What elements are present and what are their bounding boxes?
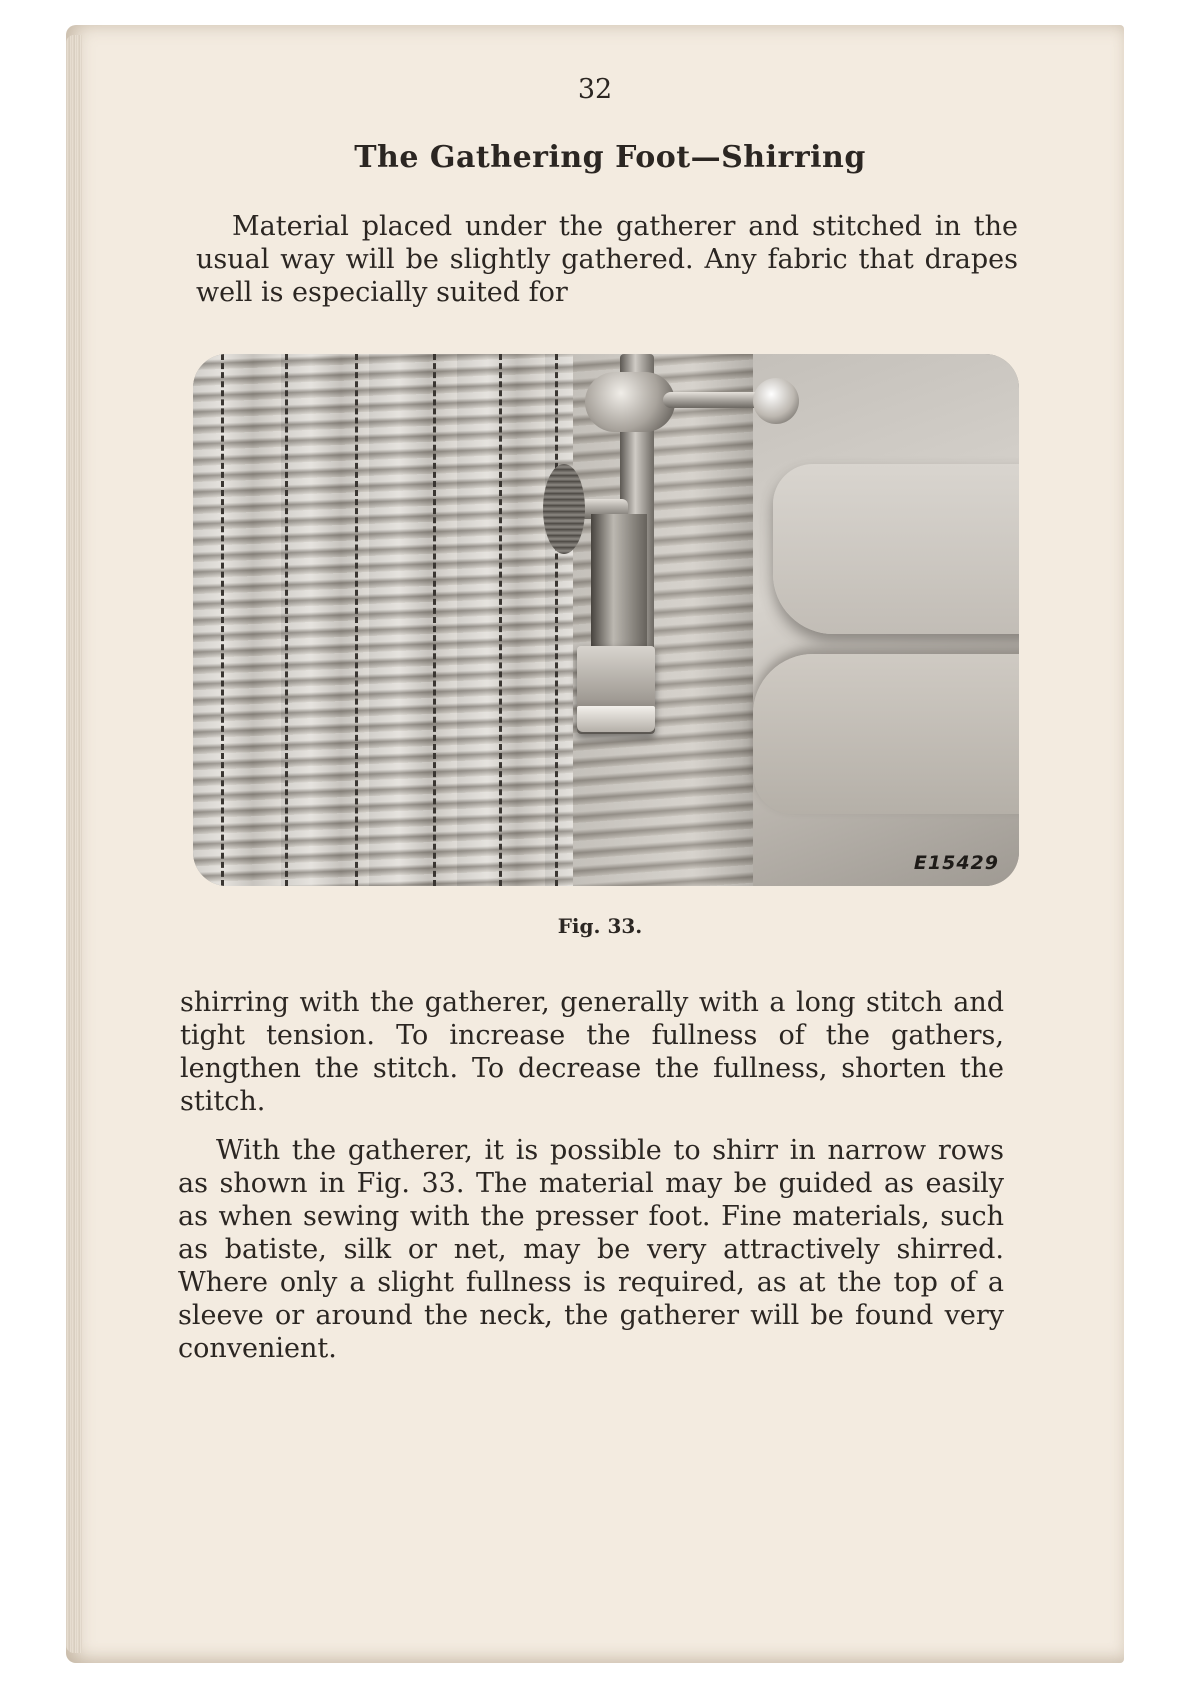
- cloth-fold-upper: [773, 464, 1019, 634]
- page-number: 32: [577, 74, 613, 105]
- page-title: The Gathering Foot—Shirring: [354, 140, 866, 175]
- stitch-row: [433, 354, 436, 886]
- gathering-foot-toe: [577, 706, 655, 732]
- thumb-screw: [543, 464, 585, 554]
- gatherer-shank: [591, 514, 647, 664]
- stitch-row: [355, 354, 358, 886]
- cloth-fold-lower: [753, 654, 1019, 814]
- figure-plate-code: E15429: [913, 852, 999, 874]
- paragraph-intro: Material placed under the gatherer and stitched in the usual way will be slightly gathered. Any fabric that drapes well is especially suited for: [196, 211, 1018, 308]
- stitch-row: [221, 354, 224, 886]
- page-edges: [66, 35, 82, 1653]
- stitch-row: [499, 354, 502, 886]
- stitch-row: [285, 354, 288, 886]
- needle-clamp: [585, 372, 675, 432]
- paragraph-continued: shirring with the gatherer, generally with a long stitch and tight tension. To increase the fullness of the gathers, lengthen the stitch. To decrease the fullness, shorten the stitch.: [180, 987, 1004, 1117]
- stitch-row: [555, 354, 558, 886]
- figure-caption: Fig. 33.: [557, 914, 643, 938]
- rod-knob: [753, 378, 799, 424]
- paragraph-narrow-rows: With the gatherer, it is possible to shirr in narrow rows as shown in Fig. 33. The material may be guided as easily as when sewing with the presser foot. Fine materials, such as batiste, silk or net, may be very attractively shirred. Where only a slight fullness is required, as at the top of a sleeve or around the neck, the gatherer will be found very convenient.: [178, 1135, 1004, 1364]
- figure-photo-gathering-foot: [193, 354, 1019, 886]
- gathered-fabric: [193, 354, 573, 886]
